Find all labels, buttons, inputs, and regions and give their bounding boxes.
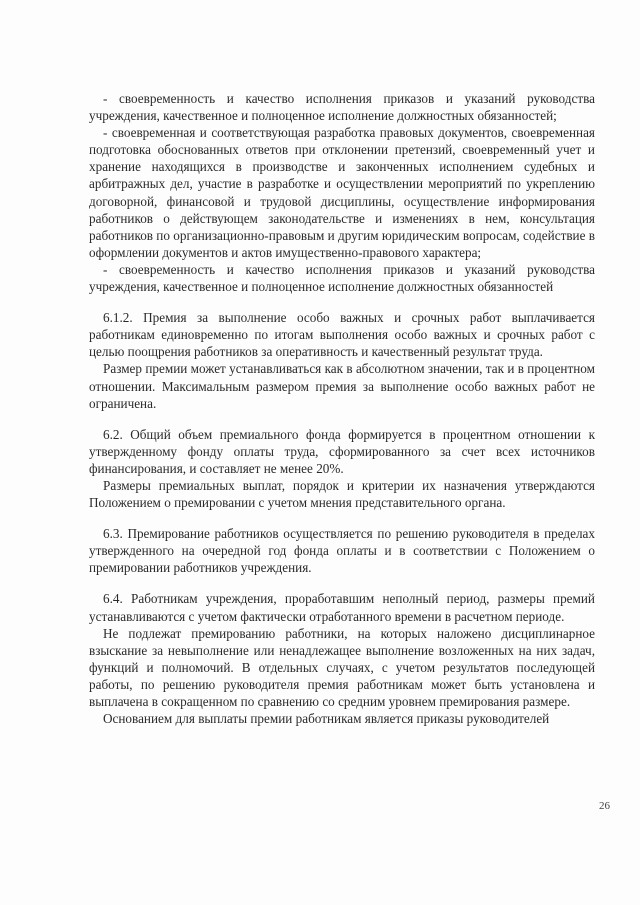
paragraph-gap [89, 295, 595, 309]
paragraph: Размеры премиальных выплат, порядок и критерии их назначения утверждаются Положением о премировании с учетом мнения представительного органа. [89, 477, 595, 511]
paragraph: Не подлежат премированию работники, на которых наложено дисциплинарное взыскание за невыполнение или ненадлежащее выполнение возложенных на них задач, функций и полномочий. В отдельных случаях, с учетом результатов последующей работы, по решению руководителя премия работникам может быть установлена и выплачена в сокращенном по сравнению со средним уровнем премирования размере. [89, 625, 595, 709]
paragraph: - своевременность и качество исполнения приказов и указаний руководства учреждения, качественное и полноценное исполнение должностных обязанностей [89, 261, 595, 295]
paragraph: Основанием для выплаты премии работникам является приказы руководителей [103, 711, 550, 727]
paragraph: - своевременность и качество исполнения приказов и указаний руководства учреждения, качественное и полноценное исполнение должностных обязанностей; [89, 91, 595, 124]
paragraph: 6.2. Общий объем премиального фонда формируется в процентном отношении к утвержденному фонду оплаты труда, сформированного за счет всех источников финансирования, и составляет не менее 20%. [89, 426, 595, 476]
paragraph-gap [89, 576, 595, 590]
paragraph: - своевременная и соответствующая разработка правовых документов, своевременная подготовка обоснованных ответов при отклонении претензий, своевременный учет и хранение находящихся в производстве и законченных исполнением судебных и арбитражных дел, участие в разработке и осуществлении мероприятий по укреплению договорной, финансовой и трудовой дисциплины, осуществление информирования работников о действующем законодательстве и изменениях в нем, консультация работников по организационно-правовым и другим юридическим вопросам, содействие в оформлении документов и актов имущественно-правового характера; [89, 125, 595, 260]
paragraph: Размер премии может устанавливаться как в абсолютном значении, так и в процентном отношении. Максимальным размером премия за выполнение особо важных работ не ограничена. [89, 361, 595, 411]
page-number: 26 [599, 800, 610, 812]
paragraph: 6.3. Премирование работников осуществляется по решению руководителя в пределах утвержденного на очередной год фонда оплаты и в соответствии с Положением о премировании работников учреждения. [89, 526, 595, 576]
paragraph: 6.1.2. Премия за выполнение особо важных и срочных работ выплачивается работникам единовременно по итогам выполнения особо важных и срочных работ с целью поощрения работников за оперативность и качественный результат труда. [89, 310, 595, 360]
paragraph: 6.4. Работникам учреждения, проработавшим неполный период, размеры премий устанавливаются с учетом фактически отработанного времени в расчетном периоде. [89, 591, 595, 624]
document-body [89, 90, 595, 727]
paragraph-gap [89, 412, 595, 426]
paragraph-gap [89, 511, 595, 525]
